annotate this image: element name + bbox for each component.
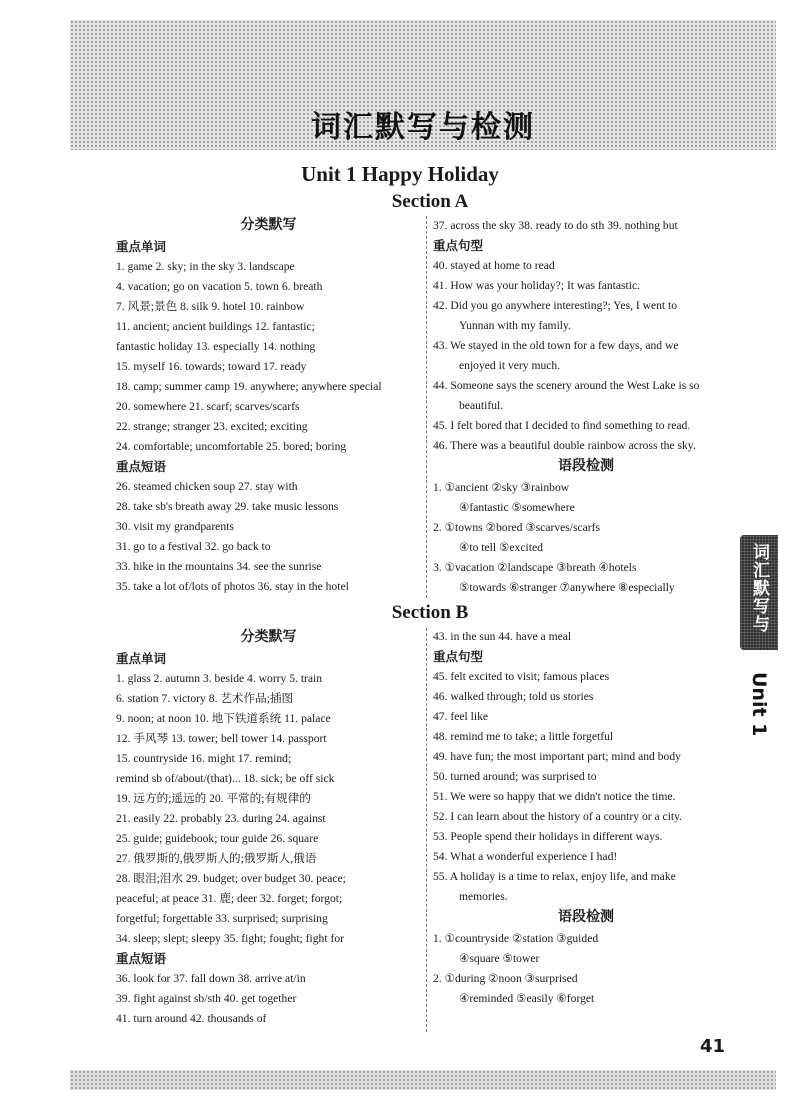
answer-line: 7. 风景;景色 8. silk 9. hotel 10. rainbow <box>116 300 305 313</box>
subsection-heading: 语段检测 <box>558 458 614 474</box>
answer-line: 1. glass 2. autumn 3. beside 4. worry 5. train <box>116 672 323 685</box>
answer-line: 15. countryside 16. might 17. remind; <box>116 752 292 765</box>
answer-line: 34. sleep; slept; sleepy 35. fight; fought; fight for <box>116 932 344 945</box>
subsection-heading: 分类默写 <box>240 629 297 645</box>
answer-line: 41. How was your holiday?; It was fantastic. <box>433 279 641 292</box>
section-a-title: Section A <box>391 191 469 212</box>
column-divider <box>426 628 427 1032</box>
answer-line: 50. turned around; was surprised to <box>433 770 597 783</box>
answer-line: 20. somewhere 21. scarf; scarves/scarfs <box>116 400 300 413</box>
answer-line: 24. comfortable; uncomfortable 25. bored; boring <box>116 440 347 453</box>
answer-line: 49. have fun; the most important part; mind and body <box>433 750 681 763</box>
answer-line: 28. take sb's breath away 29. take music lessons <box>116 500 339 513</box>
answer-line: 46. walked through; told us stories <box>433 690 594 703</box>
category-heading: 重点单词 <box>116 239 167 254</box>
answer-line: 45. I felt bored that I decided to find something to read. <box>433 419 691 432</box>
answer-line: peaceful; at peace 31. 鹿; deer 32. forget; forgot; <box>116 892 343 905</box>
answer-line: 2. ①towns ②bored ③scarves/scarfs <box>433 521 601 534</box>
answer-line: 36. look for 37. fall down 38. arrive at/in <box>116 972 306 985</box>
section-b-left-column <box>116 627 421 1029</box>
answer-line: 25. guide; guidebook; tour guide 26. square <box>116 832 319 845</box>
answer-line: Yunnan with my family. <box>459 319 571 332</box>
subsection-heading: 语段检测 <box>558 909 614 925</box>
answer-line: 51. We were so happy that we didn't notice the time. <box>433 790 676 803</box>
answer-line: 33. hike in the mountains 34. see the sunrise <box>116 560 322 573</box>
answer-line: 37. across the sky 38. ready to do sth 39. nothing but <box>433 219 678 232</box>
category-heading: 重点短语 <box>116 459 167 474</box>
side-unit-label: Unit 1 <box>748 672 770 737</box>
answer-line: ④square ⑤tower <box>459 952 540 965</box>
answer-line: 40. stayed at home to read <box>433 259 555 272</box>
section-b-title: Section B <box>391 602 469 623</box>
answer-line: 47. feel like <box>433 710 489 723</box>
answer-line: 31. go to a festival 32. go back to <box>116 540 271 553</box>
answer-line: 41. turn around 42. thousands of <box>116 1012 267 1025</box>
answer-line: 35. take a lot of/lots of photos 36. stay in the hotel <box>116 580 349 593</box>
answer-line: 15. myself 16. towards; toward 17. ready <box>116 360 307 373</box>
answer-line: enjoyed it very much. <box>459 359 561 372</box>
unit-title: Unit 1 Happy Holiday <box>301 162 499 186</box>
section-a-right-column <box>433 216 739 598</box>
answer-line: 18. camp; summer camp 19. anywhere; anywhere special <box>116 380 382 393</box>
answer-line: beautiful. <box>459 399 504 412</box>
answer-line: 43. We stayed in the old town for a few days, and we <box>433 339 679 352</box>
answer-line: 21. easily 22. probably 23. during 24. against <box>116 812 326 825</box>
banner-title: 词汇默写与检测 <box>311 110 535 145</box>
answer-line: memories. <box>459 890 508 903</box>
subsection-heading: 分类默写 <box>240 217 297 233</box>
footer-band <box>70 1070 776 1090</box>
answer-line: ④reminded ⑤easily ⑥forget <box>459 992 595 1005</box>
answer-line: 30. visit my grandparents <box>116 520 234 533</box>
answer-line: 45. felt excited to visit; famous places <box>433 670 610 683</box>
answer-line: 53. People spend their holidays in different ways. <box>433 830 663 843</box>
answer-line: 48. remind me to take; a little forgetful <box>433 730 614 743</box>
category-heading: 重点句型 <box>433 238 484 253</box>
answer-line: 43. in the sun 44. have a meal <box>433 630 572 643</box>
answer-line: ④to tell ⑤excited <box>459 541 543 554</box>
answer-line: 9. noon; at noon 10. 地下铁道系统 11. palace <box>116 712 331 725</box>
answer-line: 19. 远方的;遥远的 20. 平常的;有规律的 <box>116 792 311 805</box>
answer-line: 44. Someone says the scenery around the West Lake is so <box>433 379 700 392</box>
category-heading: 重点句型 <box>433 649 484 664</box>
answer-line: 52. I can learn about the history of a country or a city. <box>433 810 683 823</box>
side-tab <box>711 535 778 650</box>
answer-line: 26. steamed chicken soup 27. stay with <box>116 480 298 493</box>
category-heading: 重点短语 <box>116 951 167 966</box>
answer-line: 11. ancient; ancient buildings 12. fantastic; <box>116 320 315 333</box>
answer-line: 55. A holiday is a time to relax, enjoy life, and make <box>433 870 676 883</box>
answer-line: 54. What a wonderful experience I had! <box>433 850 618 863</box>
answer-line: 12. 手风琴 13. tower; bell tower 14. passport <box>116 732 327 745</box>
answer-line: 1. ①countryside ②station ③guided <box>433 932 599 945</box>
answer-line: ⑤towards ⑥stranger ⑦anywhere ⑧especially <box>459 581 675 594</box>
answer-line: 1. game 2. sky; in the sky 3. landscape <box>116 260 295 273</box>
answer-line: forgetful; forgettable 33. surprised; surprising <box>116 912 328 925</box>
answer-line: fantastic holiday 13. especially 14. nothing <box>116 340 316 353</box>
answer-line: 1. ①ancient ②sky ③rainbow <box>433 481 570 494</box>
header-banner <box>70 20 776 150</box>
answer-line: 3. ①vacation ②landscape ③breath ④hotels <box>433 561 637 574</box>
answer-line: 46. There was a beautiful double rainbow across the sky. <box>433 439 696 452</box>
answer-line: 6. station 7. victory 8. 艺术作品;插图 <box>116 692 294 705</box>
answer-line: 27. 俄罗斯的,俄罗斯人的;俄罗斯人,俄语 <box>116 852 317 865</box>
column-divider <box>426 216 427 598</box>
answer-line: 42. Did you go anywhere interesting?; Yes, I went to <box>433 299 678 312</box>
answer-line: 4. vacation; go on vacation 5. town 6. breath <box>116 280 323 293</box>
side-tab-label: 词汇默写与检测 <box>711 543 769 633</box>
answer-line: 22. strange; stranger 23. excited; exciting <box>116 420 308 433</box>
answer-line: 28. 眼泪;泪水 29. budget; over budget 30. peace; <box>116 872 346 885</box>
category-heading: 重点单词 <box>116 651 167 666</box>
answer-line: 2. ①during ②noon ③surprised <box>433 972 578 985</box>
section-a-left-column <box>116 215 421 597</box>
answer-line: ④fantastic ⑤somewhere <box>459 501 575 514</box>
page-number: 41 <box>700 1036 726 1057</box>
answer-line: remind sb of/about/(that)... 18. sick; be off sick <box>116 772 335 785</box>
section-b-right-column <box>433 627 739 1009</box>
answer-line: 39. fight against sb/sth 40. get together <box>116 992 297 1005</box>
